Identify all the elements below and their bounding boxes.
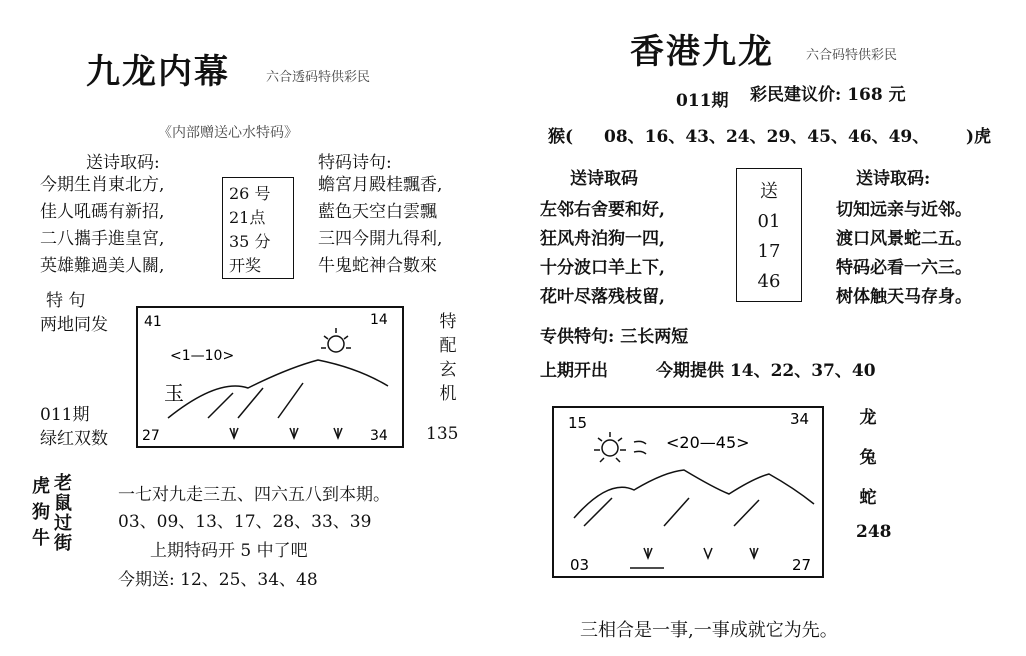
right-sketch-drawing [554,408,822,576]
grass-icon [630,548,758,568]
zodiac-char: 老 [54,473,72,494]
left-poem-line: 三四今開九得利, [318,229,443,249]
right-title: 香港九龙 [630,32,774,72]
mountain-icon [168,360,388,418]
right-today-offer: 今期提供 14、22、37、40 [656,361,876,381]
left-number: 135 [426,424,459,444]
sun-icon [594,432,646,462]
left-period: 011期 [40,405,90,425]
left-song-line: 佳人吼碼有新招, [40,202,165,222]
left-poem-line: 藍色天空白雲飄 [318,202,437,222]
left-zodiac-col1 [32,474,50,552]
right-sketch-tl: 15 [568,414,588,432]
caption-char: 玄 [439,360,457,380]
right-poem-line: 狂风舟泊狗一四, [540,229,665,249]
left-poem-line: 牛鬼蛇神合數來 [318,256,437,276]
caption-char: 机 [439,384,457,404]
zodiac-char: 牛 [32,528,50,549]
right-vertical-zodiac [856,398,880,518]
left-sketch-range: <1—10> [170,348,235,364]
right-song-header-right: 送诗取码: [856,169,931,189]
left-song-header: 送诗取码: [86,153,160,173]
right-poem-line: 树体触天马存身。 [836,287,972,307]
caption-char: 配 [439,336,457,356]
right-gift-box [736,168,802,302]
time-box-line: 开奖 [229,256,262,275]
zodiac-char: 兔 [859,448,877,468]
left-sketch-tl: 41 [144,314,162,330]
gift-box-line: 46 [757,271,781,292]
left-zodiac-col2 [54,474,72,554]
left-title: 九龙内幕 [86,52,230,92]
right-number: 248 [856,522,892,542]
left-sketch [136,306,404,448]
left-special-phrase: 两地同发 [40,315,108,335]
gift-box-line: 01 [757,211,781,232]
right-poem-line: 花叶尽落残枝留, [540,287,665,307]
zodiac-char: 鼠 [54,493,72,514]
gift-box-line: 送 [760,181,778,202]
right-footer: 三相合是一事,一事成就它为先。 [580,620,838,641]
time-box-line: 26 号 [229,184,271,203]
left-section-header: 《内部赠送心水特码》 [158,125,298,141]
caption-char: 特 [439,312,457,332]
right-price: 彩民建议价: 168 元 [750,85,906,105]
right-poem-right [836,196,972,312]
left-special-label: 特 句 [46,291,86,311]
left-time-box [222,177,294,279]
right-poem-line: 十分波口羊上下, [540,258,665,278]
right-sketch-tr: 34 [790,410,810,428]
right-last-open: 上期开出 [540,361,608,381]
sun-icon [321,328,351,352]
left-sketch-drawing [138,308,402,446]
left-line3: 上期特码开 5 中了吧 [150,541,308,561]
left-sketch-br: 34 [370,428,388,444]
right-sketch-range: <20—45> [666,433,750,452]
left-sketch-bl: 27 [142,428,160,444]
zodiac-char: 狗 [32,502,50,523]
right-poem-line: 切知远亲与近邻。 [836,200,972,220]
left-sketch-tr: 14 [370,312,388,328]
left-line2: 03、09、13、17、28、33、39 [118,512,372,532]
right-song-header-left: 送诗取码 [570,169,638,189]
left-vertical-caption [436,310,460,406]
left-poem-lines [318,172,442,280]
right-special-phrase: 专供特句: 三长两短 [540,327,689,347]
right-poem-line: 左邻右舍要和好, [540,200,665,220]
zodiac-char: 蛇 [859,488,877,508]
right-poem-left [540,196,665,312]
left-poem-line: 蟾宮月殿桂飄香, [318,175,443,195]
zodiac-char: 虎 [32,476,50,497]
left-song-line: 今期生肖東北方, [40,175,165,195]
mountain-icon [574,470,814,526]
zodiac-char: 过 [54,513,72,534]
left-song-line: 英雄難過美人關, [40,256,165,276]
left-color-pair: 绿红双数 [40,429,108,449]
left-line1: 一七对九走三五、四六五八到本期。 [118,485,390,505]
jade-glyph-icon: 玉 [164,381,184,405]
left-line4: 今期送: 12、25、34、48 [118,570,318,590]
right-sketch-br: 27 [792,556,812,574]
left-subtitle: 六合透码特供彩民 [266,70,371,85]
left-song-line: 二八攜手進皇宮, [40,229,165,249]
left-poem-header: 特码诗句: [318,153,392,173]
right-poem-line: 渡口风景蛇二五。 [836,229,972,249]
right-sketch [552,406,824,578]
right-period: 011期 [676,91,729,111]
gift-box-line: 17 [757,241,781,262]
right-monkey-numbers: 08、16、43、24、29、45、46、49、 [604,127,930,147]
zodiac-char: 龙 [859,408,877,428]
right-subtitle: 六合码特供彩民 [806,48,898,63]
right-monkey-end: )虎 [966,127,992,147]
right-poem-line: 特码必看一六三。 [836,258,972,278]
time-box-line: 21点 [229,208,266,227]
right-sketch-bl: 03 [570,556,590,574]
zodiac-char: 街 [54,533,72,554]
time-box-line: 35 分 [229,232,271,251]
grass-icon [230,428,342,438]
left-song-lines [40,172,164,280]
right-monkey-label: 猴( [548,127,574,147]
